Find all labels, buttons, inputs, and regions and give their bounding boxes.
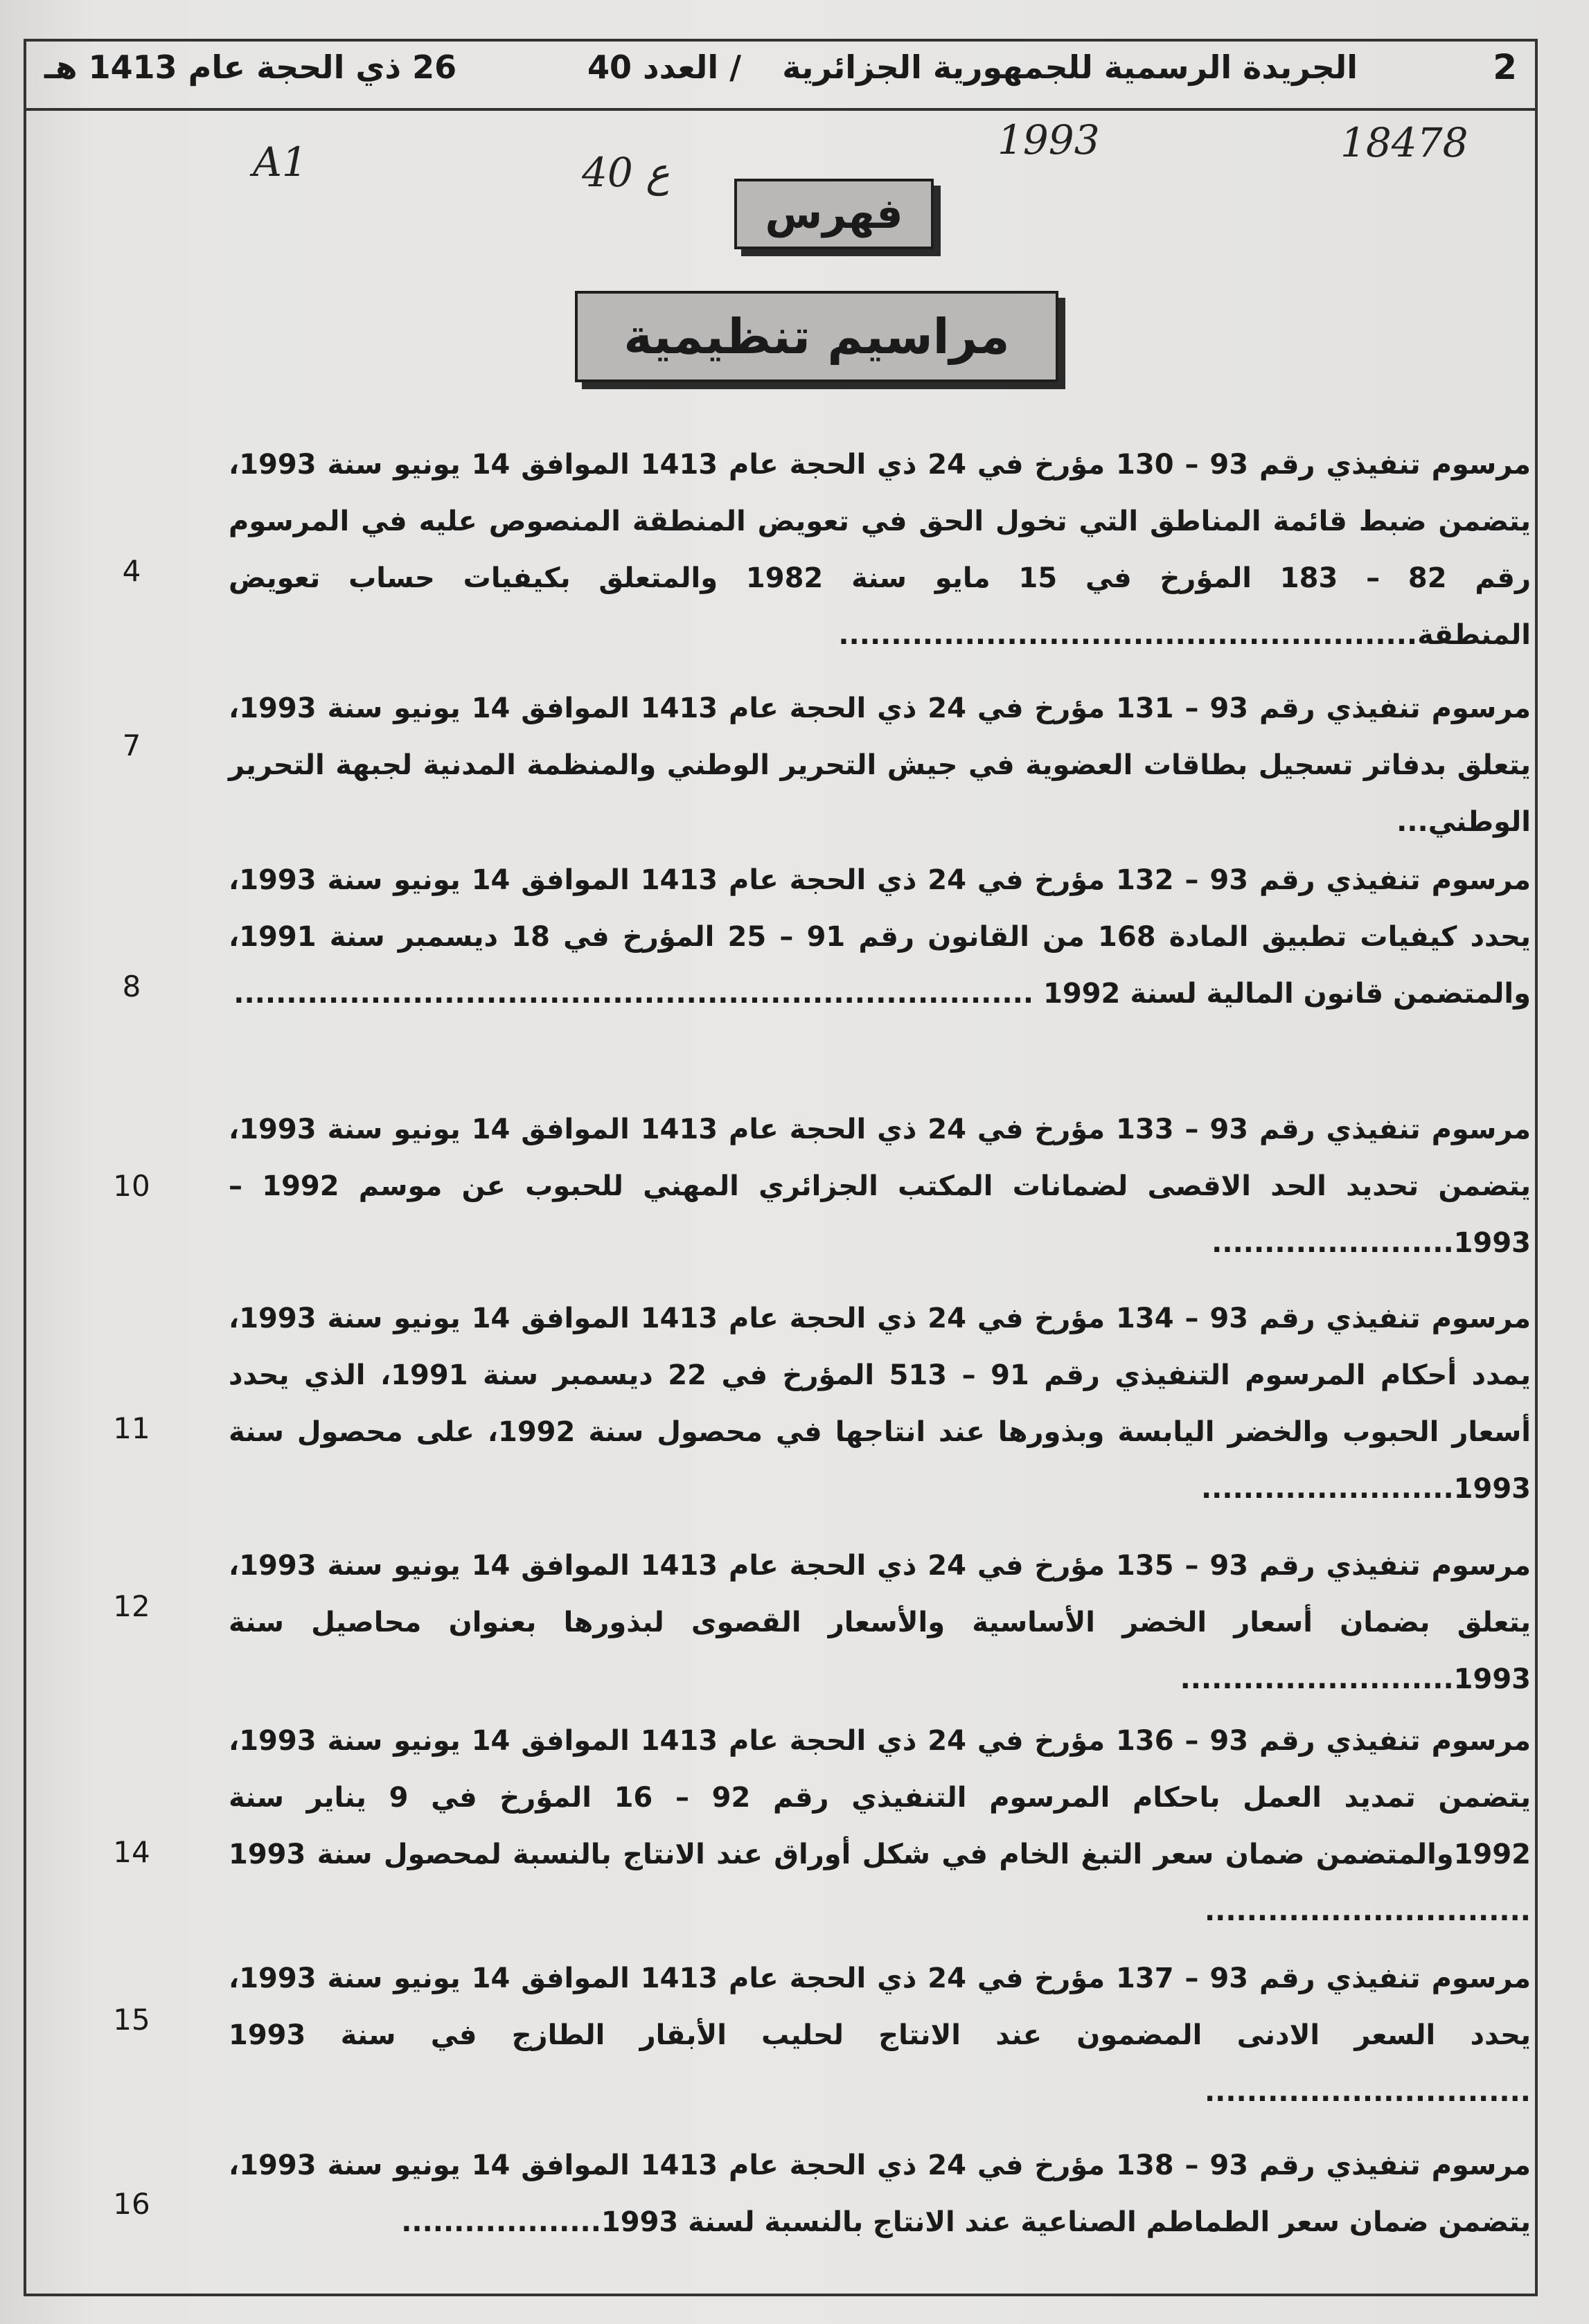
toc-entry-text: مرسوم تنفيذي رقم 93 – 130 مؤرخ في 24 ذي الحجة عام 1413 الموافق 14 يونيو سنة 1993، يتضمن ضبط قائمة المناطق التي تخول الحق في تعويض المنطقة المنصوص عليه في المرسوم رقم 82 – 183 المؤرخ في 15 مايو سنة 1982 والمتعلق بكيفيات حساب تعويض المنطقة....................................................... (229, 449, 1531, 651)
gazette-title: الجريدة الرسمية للجمهورية الجزائرية (782, 48, 1358, 86)
toc-entry-text: مرسوم تنفيذي رقم 93 – 137 مؤرخ في 24 ذي الحجة عام 1413 الموافق 14 يونيو سنة 1993، يحدد السعر الادنى المضمون عند الانتاج لحليب الأبقار الطازج في سنة 1993 ............................... (229, 1963, 1531, 2108)
toc-entry-page: 8 (122, 969, 141, 1003)
toc-entry-text: مرسوم تنفيذي رقم 93 – 131 مؤرخ في 24 ذي الحجة عام 1413 الموافق 14 يونيو سنة 1993، يتعلق بدفاتر تسجيل بطاقات العضوية في جيش التحرير الوطني والمنظمة المدنية لجبهة التحرير الوطني... (229, 692, 1531, 838)
toc-entry-page: 11 (113, 1411, 150, 1445)
page-number: 2 (1493, 47, 1517, 87)
toc-entry-text: مرسوم تنفيذي رقم 93 – 138 مؤرخ في 24 ذي الحجة عام 1413 الموافق 14 يونيو سنة 1993، يتضمن ضمان سعر الطماطم الصناعية عند الانتاج بالنسبة لسنة 1993................... (229, 2149, 1531, 2238)
toc-entry-page: 15 (113, 2003, 150, 2037)
toc-entry-text: مرسوم تنفيذي رقم 93 – 133 مؤرخ في 24 ذي الحجة عام 1413 الموافق 14 يونيو سنة 1993، يتضمن تحديد الحد الاقصى لضمانات المكتب الجزائري المهني للحبوب عن موسم 1992 – 1993....................... (229, 1114, 1531, 1259)
toc-entry-page: 14 (113, 1835, 150, 1869)
toc-entry-text: مرسوم تنفيذي رقم 93 – 134 مؤرخ في 24 ذي الحجة عام 1413 الموافق 14 يونيو سنة 1993، يمدد أحكام المرسوم التنفيذي رقم 91 – 513 المؤرخ في 22 ديسمبر سنة 1991، الذي يحدد أسعار الحبوب والخضر اليابسة وبذورها عند انتاجها في محصول سنة 1992، على محصول سنة 1993........................ (229, 1303, 1532, 1505)
section-title: مراسيم تنظيمية (623, 308, 1010, 365)
handwritten-note-year: 1993 (997, 116, 1100, 163)
handwritten-note-registration: 18478 (1340, 119, 1468, 166)
handwritten-note-code: A1 (253, 138, 308, 186)
index-title-box (734, 179, 934, 249)
section-title-box (575, 291, 1058, 382)
table-of-contents (76, 436, 1531, 2292)
gazette-header (24, 39, 1538, 111)
toc-entry-page: 7 (122, 729, 141, 762)
index-title: فهرس (765, 190, 903, 238)
toc-entry-page: 4 (122, 554, 141, 588)
toc-entry-page: 10 (113, 1169, 150, 1203)
toc-entry-text: مرسوم تنفيذي رقم 93 – 135 مؤرخ في 24 ذي الحجة عام 1413 الموافق 14 يونيو سنة 1993، يتعلق بضمان أسعار الخضر الأساسية والأسعار القصوى لبذورها بعنوان محاصيل سنة 1993.......................... (229, 1550, 1531, 1695)
toc-entry-page: 12 (113, 1589, 150, 1623)
issue-number: / العدد 40 (587, 48, 741, 86)
toc-entry-text: مرسوم تنفيذي رقم 93 – 132 مؤرخ في 24 ذي الحجة عام 1413 الموافق 14 يونيو سنة 1993، يحدد كيفيات تطبيق المادة 168 من القانون رقم 91 – 25 المؤرخ في 18 ديسمبر سنة 1991، والمتضمن قانون المالية لسنة 1992 ............................................................................ (229, 864, 1531, 1010)
hijri-date: 26 ذي الحجة عام 1413 هـ (44, 48, 457, 86)
toc-entry-page: 16 (113, 2187, 150, 2221)
toc-entry-text: مرسوم تنفيذي رقم 93 – 136 مؤرخ في 24 ذي الحجة عام 1413 الموافق 14 يونيو سنة 1993، يتضمن تمديد العمل باحكام المرسوم التنفيذي رقم 92 – 16 المؤرخ في 9 يناير سنة 1992والمتضمن ضمان سعر التبغ الخام في شكل أوراق عند الانتاج بالنسبة لمحصول سنة 1993 ............................... (229, 1725, 1531, 1927)
handwritten-note-issue: 40 ع (582, 149, 670, 196)
